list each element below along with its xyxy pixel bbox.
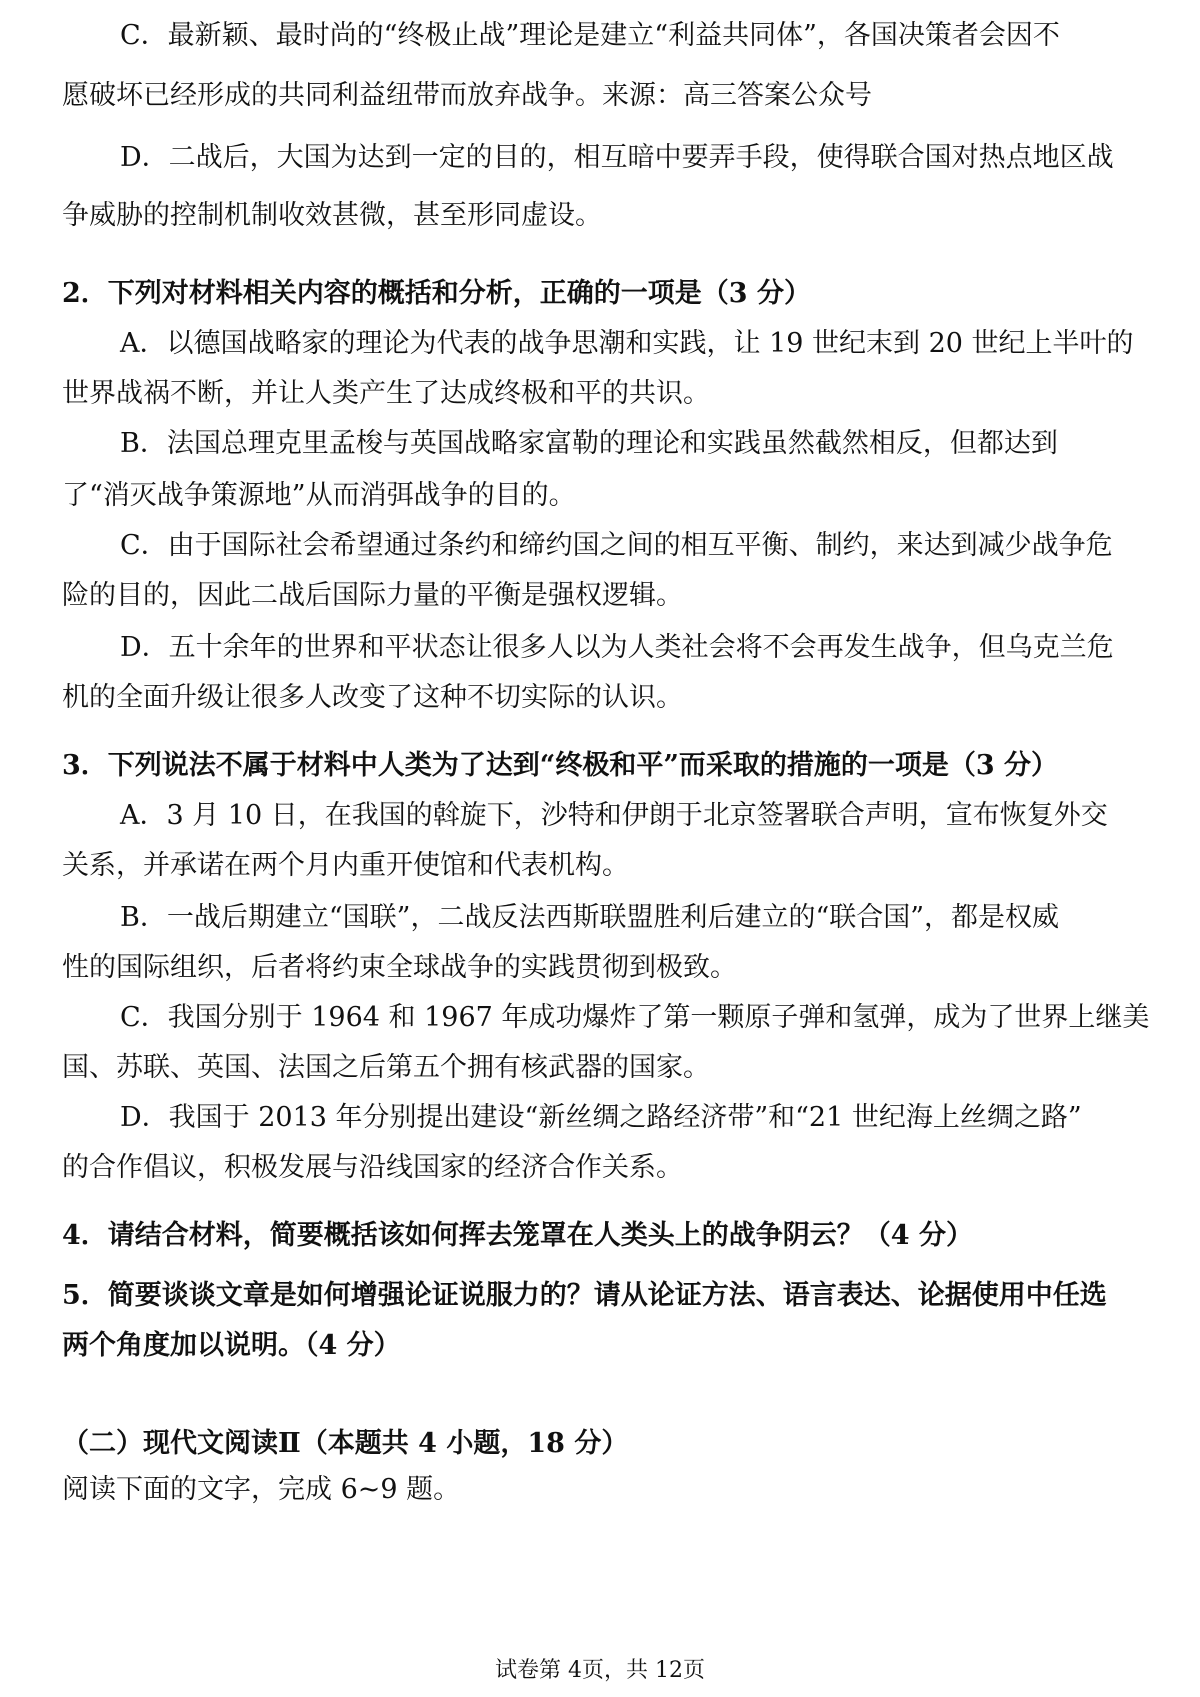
q1-option-c-line1: C．最新颖、最时尚的“终极止战”理论是建立“利益共同体”，各国决策者会因不: [120, 20, 1060, 51]
q1-option-d-line1: D．二战后，大国为达到一定的目的，相互暗中要弄手段，使得联合国对热点地区战: [120, 142, 1114, 173]
q2-option-a-line2: 世界战祸不断，并让人类产生了达成终极和平的共识。: [62, 378, 710, 409]
q3-option-c-line1: C．我国分别于 1964 和 1967 年成功爆炸了第一颗原子弹和氢弹，成为了世界上继美: [120, 1002, 1150, 1033]
q2-option-b-line1: B．法国总理克里孟梭与英国战略家富勒的理论和实践虽然截然相反，但都达到: [120, 428, 1058, 459]
q3-option-a-line1: A．3 月 10 日，在我国的斡旋下，沙特和伊朗于北京签署联合声明，宣布恢复外交: [120, 800, 1108, 831]
q2-option-c-line1: C．由于国际社会希望通过条约和缔约国之间的相互平衡、制约，来达到减少战争危: [120, 530, 1113, 561]
q4-stem: 4．请结合材料，简要概括该如何挥去笼罩在人类头上的战争阴云？（4 分）: [62, 1220, 973, 1251]
q3-option-b-line1: B．一战后期建立“国联”，二战反法西斯联盟胜利后建立的“联合国”，都是权威: [120, 902, 1060, 933]
section-2-title: （二）现代文阅读Ⅱ（本题共 4 小题，18 分）: [62, 1428, 629, 1459]
q5-stem-line1: 5．简要谈谈文章是如何增强论证说服力的？请从论证方法、语言表达、论据使用中任选: [62, 1280, 1107, 1311]
q3-option-a-line2: 关系，并承诺在两个月内重开使馆和代表机构。: [62, 850, 629, 881]
q2-option-d-line1: D．五十余年的世界和平状态让很多人以为人类社会将不会再发生战争，但乌克兰危: [120, 632, 1114, 663]
q3-option-c-line2: 国、苏联、英国、法国之后第五个拥有核武器的国家。: [62, 1052, 710, 1083]
q3-option-b-line2: 性的国际组织，后者将约束全球战争的实践贯彻到极致。: [62, 952, 737, 983]
q3-option-d-line1: D．我国于 2013 年分别提出建设“新丝绸之路经济带”和“21 世纪海上丝绸之路”: [120, 1102, 1082, 1133]
q5-stem-line2: 两个角度加以说明。（4 分）: [62, 1330, 401, 1361]
q2-option-c-line2: 险的目的，因此二战后国际力量的平衡是强权逻辑。: [62, 580, 683, 611]
q1-option-d-line2: 争威胁的控制机制收效甚微，甚至形同虚设。: [62, 200, 602, 231]
q2-option-a-line1: A．以德国战略家的理论为代表的战争思潮和实践，让 19 世纪末到 20 世纪上半叶的: [120, 328, 1134, 359]
q2-option-d-line2: 机的全面升级让很多人改变了这种不切实际的认识。: [62, 682, 683, 713]
q3-stem: 3．下列说法不属于材料中人类为了达到“终极和平”而采取的措施的一项是（3 分）: [62, 750, 1059, 781]
page-footer: 试卷第 4页，共 12页: [495, 1658, 705, 1683]
q1-option-c-line2: 愿破坏已经形成的共同利益纽带而放弃战争。来源：高三答案公众号: [62, 80, 872, 111]
q2-option-b-line2: 了“消灭战争策源地”从而消弭战争的目的。: [62, 480, 576, 511]
section-2-instruction: 阅读下面的文字，完成 6~9 题。: [62, 1474, 461, 1505]
q3-option-d-line2: 的合作倡议，积极发展与沿线国家的经济合作关系。: [62, 1152, 683, 1183]
q2-stem: 2．下列对材料相关内容的概括和分析，正确的一项是（3 分）: [62, 278, 811, 309]
